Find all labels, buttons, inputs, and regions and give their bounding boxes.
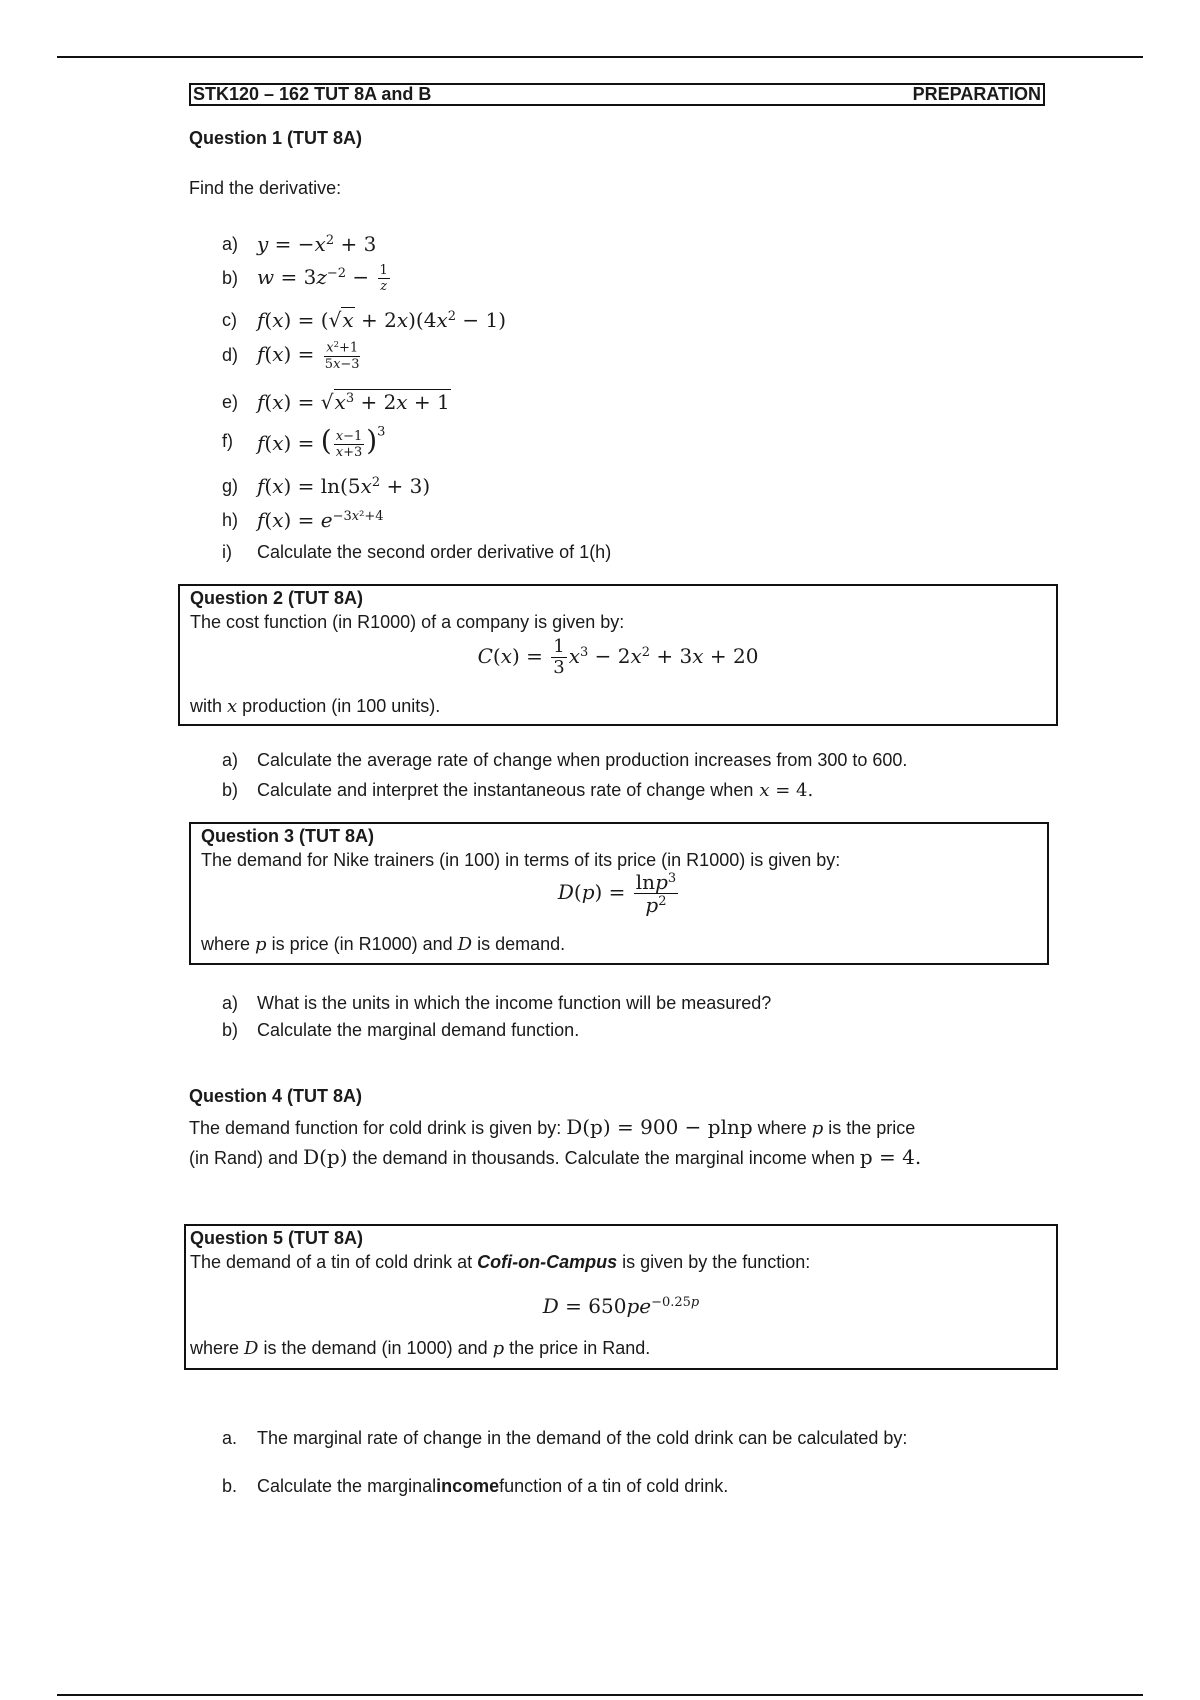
q1-item-h: h) $f(x) = e^{-3x^2+4}$ [222,508,384,532]
q3-item-b: b) Calculate the marginal demand function. [222,1020,580,1040]
q1-item-f: f) f(x) = ( $\frac{x-1}{x+3}$ )$^3$ [222,424,386,460]
q3-line3: where p is price (in R1000) and D is demand. [201,934,566,955]
q5-line1: The demand of a tin of cold drink at Cofi-on-Campus is given by the function: [190,1252,811,1272]
q1-title: Question 1 (TUT 8A) [189,128,363,148]
q4-line2: (in Rand) and D(p) the demand in thousands. Calculate the marginal income when p = 4. [189,1145,922,1169]
q5-item-b: b. Calculate the marginal income function of a tin of cold drink. [222,1476,729,1496]
q1-item-f-expr: f(x) = ( $\frac{x-1}{x+3}$ )$^3$ [257,424,386,460]
q5-brand: Cofi-on-Campus [477,1252,618,1272]
q5-title: Question 5 (TUT 8A) [190,1228,364,1248]
q1-item-a-expr: $y = -x^2 + 3$ [257,232,377,256]
q1-item-i: i) Calculate the second order derivative of 1(h) [222,542,612,562]
q1-item-g-expr: $f(x) = \ln(5x^2 + 3)$ [257,474,431,498]
q1-item-g: g) $f(x) = \ln(5x^2 + 3)$ [222,474,431,498]
q1-item-d: d) f(x) = $\frac{x^2+1}{5x-3}$ [222,340,364,371]
q2-item-b-math: x = 4. [759,780,814,801]
q1-item-c: c) $f(x) = (√x + 2x)(4x^2 - 1)$ [222,308,506,332]
q3-line1: The demand for Nike trainers (in 100) in terms of its price (in R1000) is given by: [201,850,841,870]
q3-item-a: a) What is the units in which the income function will be measured? [222,993,772,1013]
q2-title: Question 2 (TUT 8A) [190,588,364,608]
section-label: PREPARATION [912,84,1041,104]
q2-item-b: b) Calculate and interpret the instantaneous rate of change when x = 4. [222,780,814,801]
q1-item-a: a) $y = -x^2 + 3$ [222,232,377,256]
top-rule [57,56,1143,58]
q3-title: Question 3 (TUT 8A) [201,826,375,846]
q1-item-h-expr: $f(x) = e^{-3x^2+4}$ [257,508,384,532]
q2-line1: The cost function (in R1000) of a company is given by: [190,612,625,632]
course-title: STK120 – 162 TUT 8A and B [193,84,432,104]
document-header [189,83,1045,106]
q5-box [184,1224,1058,1370]
q3-formula: D(p) = $\frac{\ln p^3}{p^2}$ [557,870,677,918]
q2-box [178,584,1058,726]
q1-item-e: e) $f(x) = √x^3 + 2x + 1$ [222,390,450,414]
q1-item-c-expr: $f(x) = (√x + 2x)(4x^2 - 1)$ [257,308,506,332]
q2-formula: C(x) = $\frac{1}{3}$ $x^3 - 2x^2 + 3x + 20$ [477,636,759,678]
q1-item-b-expr: $w = 3z^{-2}$ − $\frac{1}{z}$ [257,263,388,294]
q5-item-a: a. The marginal rate of change in the demand of the cold drink can be calculated by: [222,1428,908,1448]
q1-item-d-expr: f(x) = $\frac{x^2+1}{5x-3}$ [257,339,360,372]
q2-line3: with x production (in 100 units). [190,696,441,717]
q1-intro: Find the derivative: [189,178,342,198]
q5-formula: $D = 650pe^{-0.25p}$ [542,1294,700,1318]
q1-item-i-text: Calculate the second order derivative of 1(h) [257,542,612,562]
bottom-rule [57,1694,1143,1696]
q3-box [189,822,1049,965]
q1-item-e-expr: $f(x) = √x^3 + 2x + 1$ [257,390,450,414]
q5-line3: where D is the demand (in 1000) and p the price in Rand. [190,1338,651,1359]
q1-item-b: b) $w = 3z^{-2}$ − $\frac{1}{z}$ [222,264,392,293]
q2-item-a: a) Calculate the average rate of change when production increases from 300 to 600. [222,750,908,770]
q4-line1: The demand function for cold drink is given by: D(p) = 900 − plnp where p is the price [189,1115,916,1139]
q4-title: Question 4 (TUT 8A) [189,1086,363,1106]
